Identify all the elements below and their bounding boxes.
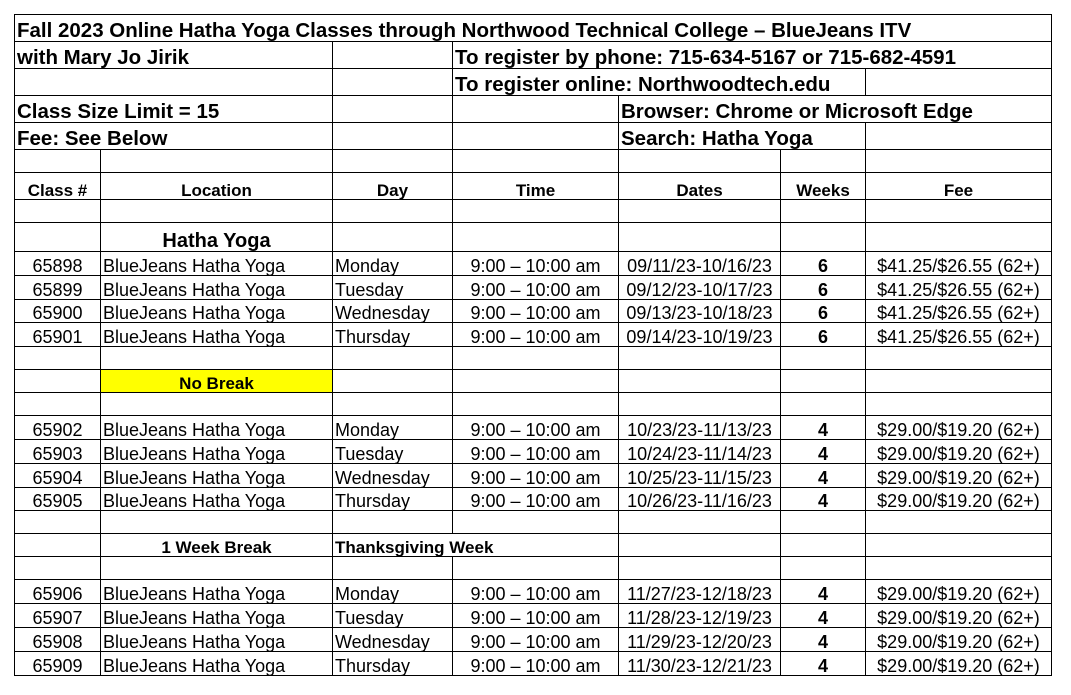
time: 9:00 – 10:00 am [453, 487, 619, 511]
group-3-rows [15, 580, 1052, 675]
time: 9:00 – 10:00 am [453, 416, 619, 440]
schedule-table [14, 14, 1052, 676]
fee: $29.00/$19.20 (62+) [866, 604, 1052, 628]
class-row [15, 252, 1052, 276]
class-row [15, 627, 1052, 651]
class-number: 65902 [15, 416, 101, 440]
location: BlueJeans Hatha Yoga [101, 487, 333, 511]
weeks: 4 [781, 604, 866, 628]
class-number: 65906 [15, 580, 101, 604]
dates: 09/13/23-10/18/23 [619, 299, 781, 323]
time: 9:00 – 10:00 am [453, 252, 619, 276]
location: BlueJeans Hatha Yoga [101, 299, 333, 323]
browser-note: Browser: Chrome or Microsoft Edge [619, 96, 1052, 123]
day: Tuesday [333, 439, 453, 463]
day: Thursday [333, 487, 453, 511]
day: Monday [333, 252, 453, 276]
day: Wednesday [333, 463, 453, 487]
weeks: 6 [781, 323, 866, 347]
dates: 11/27/23-12/18/23 [619, 580, 781, 604]
col-header-class: Class # [15, 173, 101, 200]
fee: $41.25/$26.55 (62+) [866, 252, 1052, 276]
dates: 09/11/23-10/16/23 [619, 252, 781, 276]
time: 9:00 – 10:00 am [453, 275, 619, 299]
col-header-dates: Dates [619, 173, 781, 200]
fee: $29.00/$19.20 (62+) [866, 487, 1052, 511]
day: Monday [333, 416, 453, 440]
fee: $29.00/$19.20 (62+) [866, 627, 1052, 651]
col-header-time: Time [453, 173, 619, 200]
weeks: 4 [781, 580, 866, 604]
class-row [15, 463, 1052, 487]
column-header-row [15, 173, 1052, 200]
day: Tuesday [333, 275, 453, 299]
section-title: Hatha Yoga [101, 223, 333, 252]
search-note: Search: Hatha Yoga [619, 123, 866, 150]
class-number: 65899 [15, 275, 101, 299]
class-row [15, 439, 1052, 463]
time: 9:00 – 10:00 am [453, 439, 619, 463]
day: Tuesday [333, 604, 453, 628]
fee: $29.00/$19.20 (62+) [866, 416, 1052, 440]
page-title: Fall 2023 Online Hatha Yoga Classes through Northwood Technical College – BlueJeans ITV [15, 15, 1052, 42]
dates: 11/30/23-12/21/23 [619, 651, 781, 675]
class-number: 65909 [15, 651, 101, 675]
dates: 10/26/23-11/16/23 [619, 487, 781, 511]
register-phone: To register by phone: 715-634-5167 or 715-682-4591 [453, 42, 1052, 69]
class-number: 65901 [15, 323, 101, 347]
time: 9:00 – 10:00 am [453, 580, 619, 604]
class-number: 65907 [15, 604, 101, 628]
fee: $29.00/$19.20 (62+) [866, 580, 1052, 604]
weeks: 4 [781, 627, 866, 651]
class-number: 65903 [15, 439, 101, 463]
location: BlueJeans Hatha Yoga [101, 252, 333, 276]
weeks: 4 [781, 487, 866, 511]
location: BlueJeans Hatha Yoga [101, 651, 333, 675]
weeks: 4 [781, 439, 866, 463]
fee: $29.00/$19.20 (62+) [866, 439, 1052, 463]
class-number: 65908 [15, 627, 101, 651]
dates: 09/14/23-10/19/23 [619, 323, 781, 347]
location: BlueJeans Hatha Yoga [101, 323, 333, 347]
time: 9:00 – 10:00 am [453, 604, 619, 628]
class-row [15, 299, 1052, 323]
class-row [15, 275, 1052, 299]
location: BlueJeans Hatha Yoga [101, 275, 333, 299]
no-break-label: No Break [101, 370, 333, 393]
weeks: 6 [781, 252, 866, 276]
weeks: 6 [781, 299, 866, 323]
dates: 10/24/23-11/14/23 [619, 439, 781, 463]
class-size-limit: Class Size Limit = 15 [15, 96, 333, 123]
location: BlueJeans Hatha Yoga [101, 439, 333, 463]
weeks: 4 [781, 651, 866, 675]
weeks: 4 [781, 463, 866, 487]
col-header-weeks: Weeks [781, 173, 866, 200]
class-number: 65905 [15, 487, 101, 511]
class-row [15, 416, 1052, 440]
location: BlueJeans Hatha Yoga [101, 416, 333, 440]
location: BlueJeans Hatha Yoga [101, 604, 333, 628]
class-row [15, 580, 1052, 604]
time: 9:00 – 10:00 am [453, 299, 619, 323]
dates: 10/23/23-11/13/23 [619, 416, 781, 440]
day: Thursday [333, 323, 453, 347]
weeks: 4 [781, 416, 866, 440]
day: Thursday [333, 651, 453, 675]
location: BlueJeans Hatha Yoga [101, 627, 333, 651]
class-row [15, 651, 1052, 675]
schedule-sheet [14, 14, 1052, 676]
day: Wednesday [333, 627, 453, 651]
day: Wednesday [333, 299, 453, 323]
day: Monday [333, 580, 453, 604]
location: BlueJeans Hatha Yoga [101, 463, 333, 487]
group-1-rows [15, 252, 1052, 347]
time: 9:00 – 10:00 am [453, 627, 619, 651]
fee: $41.25/$26.55 (62+) [866, 323, 1052, 347]
dates: 10/25/23-11/15/23 [619, 463, 781, 487]
dates: 11/29/23-12/20/23 [619, 627, 781, 651]
col-header-location: Location [101, 173, 333, 200]
class-number: 65898 [15, 252, 101, 276]
class-row [15, 323, 1052, 347]
class-row [15, 604, 1052, 628]
class-row [15, 487, 1052, 511]
time: 9:00 – 10:00 am [453, 463, 619, 487]
location: BlueJeans Hatha Yoga [101, 580, 333, 604]
fee-note: Fee: See Below [15, 123, 333, 150]
fee: $41.25/$26.55 (62+) [866, 275, 1052, 299]
fee: $29.00/$19.20 (62+) [866, 651, 1052, 675]
dates: 11/28/23-12/19/23 [619, 604, 781, 628]
week-break-label: 1 Week Break [101, 534, 333, 557]
time: 9:00 – 10:00 am [453, 323, 619, 347]
class-number: 65900 [15, 299, 101, 323]
weeks: 6 [781, 275, 866, 299]
dates: 09/12/23-10/17/23 [619, 275, 781, 299]
fee: $41.25/$26.55 (62+) [866, 299, 1052, 323]
register-online: To register online: Northwoodtech.edu [453, 69, 866, 96]
col-header-day: Day [333, 173, 453, 200]
instructor-label: with Mary Jo Jirik [15, 42, 333, 69]
col-header-fee: Fee [866, 173, 1052, 200]
group-2-rows [15, 416, 1052, 511]
class-number: 65904 [15, 463, 101, 487]
thanksgiving-note: Thanksgiving Week [333, 534, 619, 557]
time: 9:00 – 10:00 am [453, 651, 619, 675]
fee: $29.00/$19.20 (62+) [866, 463, 1052, 487]
